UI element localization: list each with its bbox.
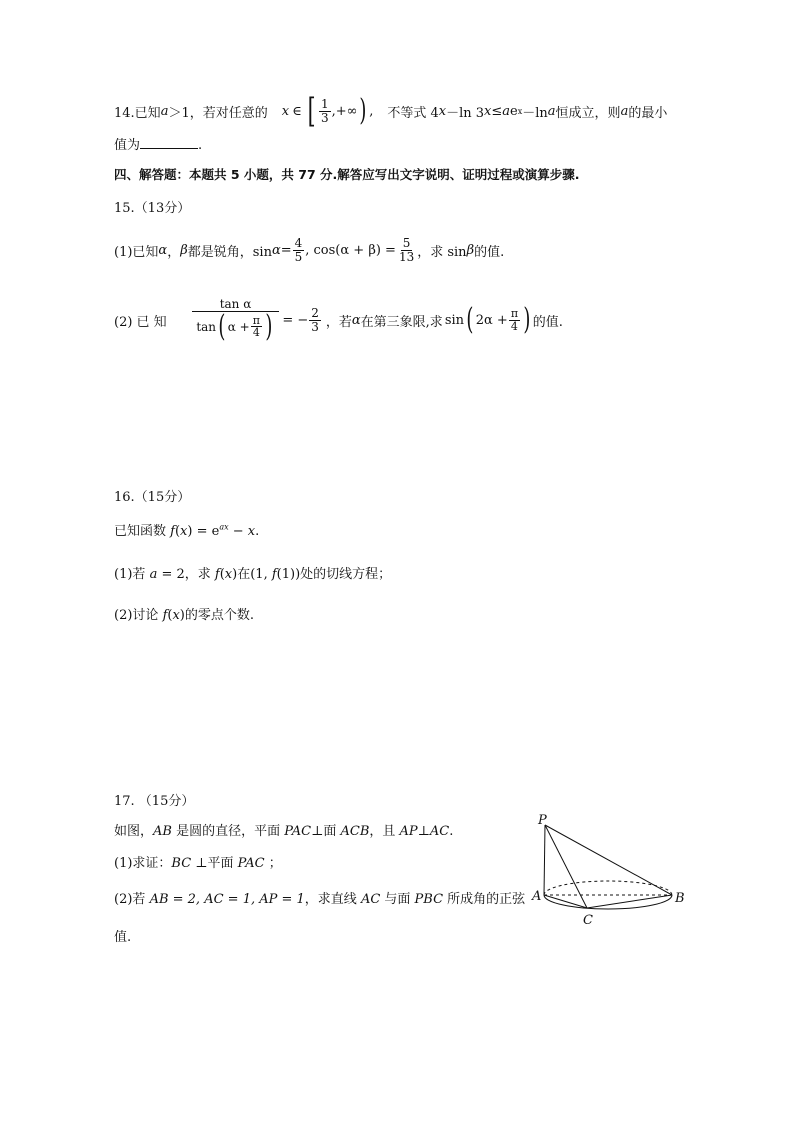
q14-fraction: $\frac{1}{3}$	[320, 96, 329, 125]
segment-PA	[544, 825, 545, 895]
q16-line1: 已知函数 $f(x) = e^{ax} - x$.	[114, 522, 260, 539]
q17-line3: (2)若 AB = 2, AC = 1, AP = 1，求直线 AC 与面 PBC 所成角的正弦	[114, 892, 526, 907]
q17-line4: 值.	[114, 930, 132, 945]
label-A: A	[532, 889, 542, 904]
q16-heading: 16.（15分）	[114, 490, 191, 505]
fraction-5-13: $\frac{5}{13}$	[398, 235, 415, 264]
q15-heading: 15.（13分）	[114, 201, 191, 216]
q17-heading: 17. （15分）	[114, 794, 195, 809]
circle-front-arc	[544, 895, 672, 909]
label-P: P	[538, 813, 547, 828]
section-heading: 四、解答题：本题共 5 小题，共 77 分.解答应写出文字说明、证明过程或演算步骤.	[114, 167, 580, 182]
segment-CB	[587, 895, 672, 908]
tan-fraction: tan α tan ( α + $\frac{\pi}{4}$ )	[192, 298, 280, 342]
q16-line3: (2)讨论 f(x)的零点个数.	[114, 608, 255, 623]
q15-part1: (1)已知 α ， β 都是锐角，sin α = $\frac{4}{5}$ , cos(α + β) = $\frac{5}{13}$ ，求 sin β 的值.	[114, 235, 505, 264]
cone-figure	[530, 812, 690, 932]
q14-line1: 14.已知 a ＞1，若对任意的 x ∈ [ $\frac{1}{3}$ ,+∞ ) , 不等式 4 x －ln 3 x ≤ a e x －ln a 恒成立，则 a 的最小	[114, 91, 668, 131]
segment-PB	[545, 825, 672, 895]
q15-part2: (2) 已 知 tan α tan ( α + $\frac{\pi}{4}$ ) = − $\frac{2}{3}$ ，若 α 在第三象限,求 sin ( 2α + $\frac{\pi}{4}$ ) 的值.	[114, 297, 563, 344]
label-B: B	[675, 891, 685, 906]
segment-PC	[545, 825, 587, 908]
q17-line2: (1)求证：BC ⊥平面 PAC ；	[114, 856, 282, 871]
fraction-4-5: $\frac{4}{5}$	[294, 235, 303, 264]
circle-back-arc	[544, 881, 672, 895]
answer-blank	[140, 136, 198, 149]
fraction-2-3: $\frac{2}{3}$	[311, 305, 319, 334]
q17-line1: 如图，AB 是圆的直径，平面 PAC⊥面 ACB，且 AP⊥AC.	[114, 824, 454, 839]
label-C: C	[583, 913, 593, 928]
q16-line2: (1)若 a = 2，求 f(x)在(1, f(1))处的切线方程；	[114, 567, 392, 582]
q14-line2: 值为 .	[114, 138, 203, 153]
